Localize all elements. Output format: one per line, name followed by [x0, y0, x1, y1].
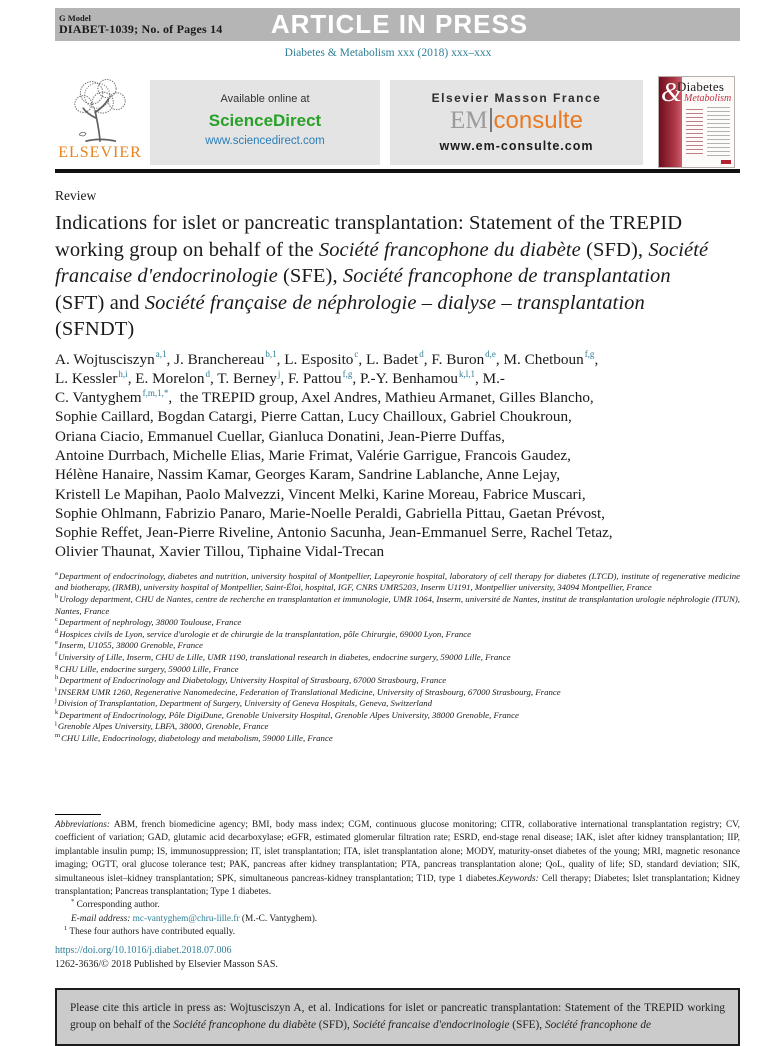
abbreviations-and-keywords: Abbreviations: ABM, french biomedicine agency; BMI, body mass index; CGM, continuous glucose monitoring; CITR, collaborative international transplantation registry; CV, coefficient of variation; GAD, glutamic acid decarboxylase; eGFR, estimated glomerular filtration rate; ESRD, end-stage renal disease; IAK, islet after kidney transplantation; IIP, implantable insulin pump; IS, immunosuppression; IT, islet transplantation; ITA, islet transplantation alone; MODY, maturity-onset diabetes of the young; MRI, magnetic resonance imaging; OGTT, oral glucose tolerance test; PAK, pancreas after kidney transplantation; PTA, pancreas transplantation alone; QoL, quality of life; SD, standard deviation; SIK, simultaneous islet–kidney transplantation; SPK, simultaneous pancreas-kidney transplantation; T1D, type 1 diabetes.Keywords: Cell therapy; Diabetes; Islet transplantation; Kidney transplantation; Pancreas transplantation; Type 1 diabetes.	[55, 820, 741, 898]
cover-toc-lines-left	[686, 109, 703, 155]
equal-contribution-note: $^1$ These four authors have contributed equally.	[64, 925, 236, 938]
sciencedirect-panel	[150, 80, 380, 165]
journal-cover	[658, 76, 735, 168]
cover-title-diabetes: Diabetes	[677, 79, 725, 94]
cover-publisher-mark	[721, 160, 731, 164]
section-label: Review	[55, 188, 97, 203]
copyright-line: 1262-3636/© 2018 Published by Elsevier Masson SAS.	[55, 959, 278, 970]
doi-link[interactable]: https://doi.org/10.1016/j.diabet.2018.07.006	[55, 945, 232, 956]
affiliation-l: $^l$Grenoble Alpes University, LBFA, 38000, Grenoble, France	[55, 720, 269, 732]
manuscript-code: DIABET-1039; No. of Pages 14	[59, 21, 223, 36]
em-logo-suffix: consulte	[493, 107, 583, 134]
elsevier-tree-icon	[62, 76, 138, 146]
em-logo-divider	[490, 108, 492, 132]
corresponding-author-note: * Corresponding author.	[71, 898, 160, 911]
affiliation-b: $^b$Urology department, CHU de Nantes, centre de recherche en transplantation et immunologie, UMR 1064, Inserm, université de Nantes, institut de transplantation urologie néphrologie (ITUN), Nantes, France	[55, 593, 740, 616]
footnote-rule	[55, 814, 101, 815]
em-consulte-logo	[390, 108, 643, 137]
g-model-label: G Model	[59, 12, 91, 23]
cover-ampersand: &	[661, 77, 683, 107]
masthead	[55, 76, 740, 168]
affiliation-k: $^k$Department of Endocrinology, Pôle DigiDune, Grenoble University Hospital, Grenoble Alpes University, 38000 Grenoble, France	[55, 708, 519, 720]
affiliation-g: $^g$CHU Lille, endocrine surgery, 59000 Lille, France	[55, 662, 239, 674]
elsevier-masson-label: Elsevier Masson France	[431, 91, 602, 105]
article-in-press-text: ARTICLE IN PRESS	[270, 9, 529, 39]
affiliations	[55, 571, 740, 745]
affiliation-j: $^j$Division of Transplantation, Department of Surgery, University of Geneva Hospitals, Geneva, Switzerland	[55, 697, 433, 709]
citation-box	[55, 988, 740, 1046]
email-address-line[interactable]: E-mail address: mc-vantyghem@chru-lille.fr (M.-C. Vantyghem).	[71, 913, 318, 924]
affiliation-m: $^m$CHU Lille, Endocrinology, diabetology and metabolism, 59000 Lille, France	[55, 732, 333, 744]
affiliation-h: $^h$Department of Endocrinology and Diabetology, University Hospital of Strasbourg, 67000 Strasbourg, France	[55, 674, 447, 686]
affiliation-i: $^i$INSERM UMR 1260, Regenerative Nanomedecine, Federation of Translational Medicine, University of Strasbourg, 67000 Strasbourg, France	[55, 685, 561, 697]
affiliation-a: $^a$Department of endocrinology, diabetes and nutrition, university hospital of Montpellier, Lapeyronie hospital, laboratory of cell therapy for diabetes (LTCD), institute of regenerative medicine and biotherapy, (IRMB), university hospital of Montpellier, Saint-Éloi, hospital, IGF, CNRS UMR5203, Inserm U1191, Montpellier university, 34094 Montpellier, France	[55, 569, 740, 593]
em-consulte-link[interactable]: www.em-consulte.com	[439, 139, 594, 153]
cover-toc-lines-right	[707, 107, 730, 159]
em-logo-prefix: EM	[450, 107, 488, 134]
article-head	[55, 188, 740, 745]
author-list: A. Wojtusciszyn$^{a,1}$, J. Branchereau$^{b,1}$, L. Esposito$^c$, L. Badet$^d$, F. Buron$^{d,e}$, M. Chetboun$^{f,g}$, L. Kessler$^{h,i}$, E. Morelon$^d$, T. Berney$^j$, F. Pattou$^{f,g}$, P.-Y. Benhamou$^{k,l,1}$, M.- C. Vantyghem$^{f,m,1,*}$, the TREPID group, Axel Andres, Mathieu Armanet, Gilles Blancho, Sophie Caillard, Bogdan Catargi, Pierre Cattan, Lucy Chailloux, Gabriel Choukroun, Oriana Ciacio, Emmanuel Cuellar, Gianluca Donatini, Jean-Pierre Duffas, Antoine Durrbach, Michelle Elias, Marie Frimat, Valérie Garrigue, Francois Gaudez, Hélène Hanaire, Nassim Kamar, Georges Karam, Sandrine Lablanche, Anne Lejay, Kristell Le Mapihan, Paolo Malvezzi, Vincent Melki, Karine Moreau, Fabrice Muscari, Sophie Ohlmann, Fabrizio Panaro, Marie-Noelle Peraldi, Gabriella Pittau, Gaetan Prévost, Sophie Reffet, Jean-Pierre Riveline, Antonio Sacunha, Jean-Emmanuel Serre, Rachel Tetaz, Olivier Thaunat, Xavier Tillou, Tiphaine Vidal-Trecan	[55, 349, 613, 561]
affiliation-f: $^f$University of Lille, Inserm, CHU de Lille, UMR 1190, translational research in diabetes, endocrine surgery, 59000 Lille, France	[55, 651, 511, 662]
available-online-label: Available online at	[220, 93, 310, 105]
sciencedirect-link[interactable]: www.sciencedirect.com	[205, 135, 325, 147]
em-consulte-panel	[390, 80, 643, 165]
header-rule	[55, 169, 740, 173]
affiliation-c: $^c$Department of nephrology, 38000 Toulouse, France	[55, 616, 242, 628]
manuscript-info	[55, 14, 237, 36]
citation-text: Please cite this article in press as: Wojtusciszyn A, et al. Indications for islet or pancreatic transplantation: Statement of the TREPID working group on behalf of the Société francophone du diabète (SFD), Société francaise d'endocrinologie (SFE), Société francophone de	[70, 1002, 725, 1031]
article-in-press-banner	[55, 8, 740, 41]
sciencedirect-logo: ScienceDirect	[208, 111, 322, 130]
article-title: Indications for islet or pancreatic transplantation: Statement of the TREPID working group on behalf of the Société francophone du diabète (SFD), Société francaise d'endocrinologie (SFE), Société francophone de transplantation (SFT) and Société française de néphrologie – dialyse – transplantation (SFNDT)	[55, 212, 709, 340]
cover-title-metabolism: Metabolism	[684, 93, 732, 104]
footnotes	[55, 814, 740, 940]
journal-reference: Diabetes & Metabolism xxx (2018) xxx–xxx	[284, 47, 492, 59]
affiliation-e: $^e$Inserm, U1055, 38000 Grenoble, France	[55, 639, 203, 651]
affiliation-d: $^d$Hospices civils de Lyon, service d'urologie et de chirurgie de la transplantation, pôle Chirurgie, 69000 Lyon, France	[55, 627, 472, 639]
publication-info	[55, 944, 278, 972]
elsevier-logo	[55, 76, 145, 168]
elsevier-wordmark: ELSEVIER	[58, 144, 142, 161]
